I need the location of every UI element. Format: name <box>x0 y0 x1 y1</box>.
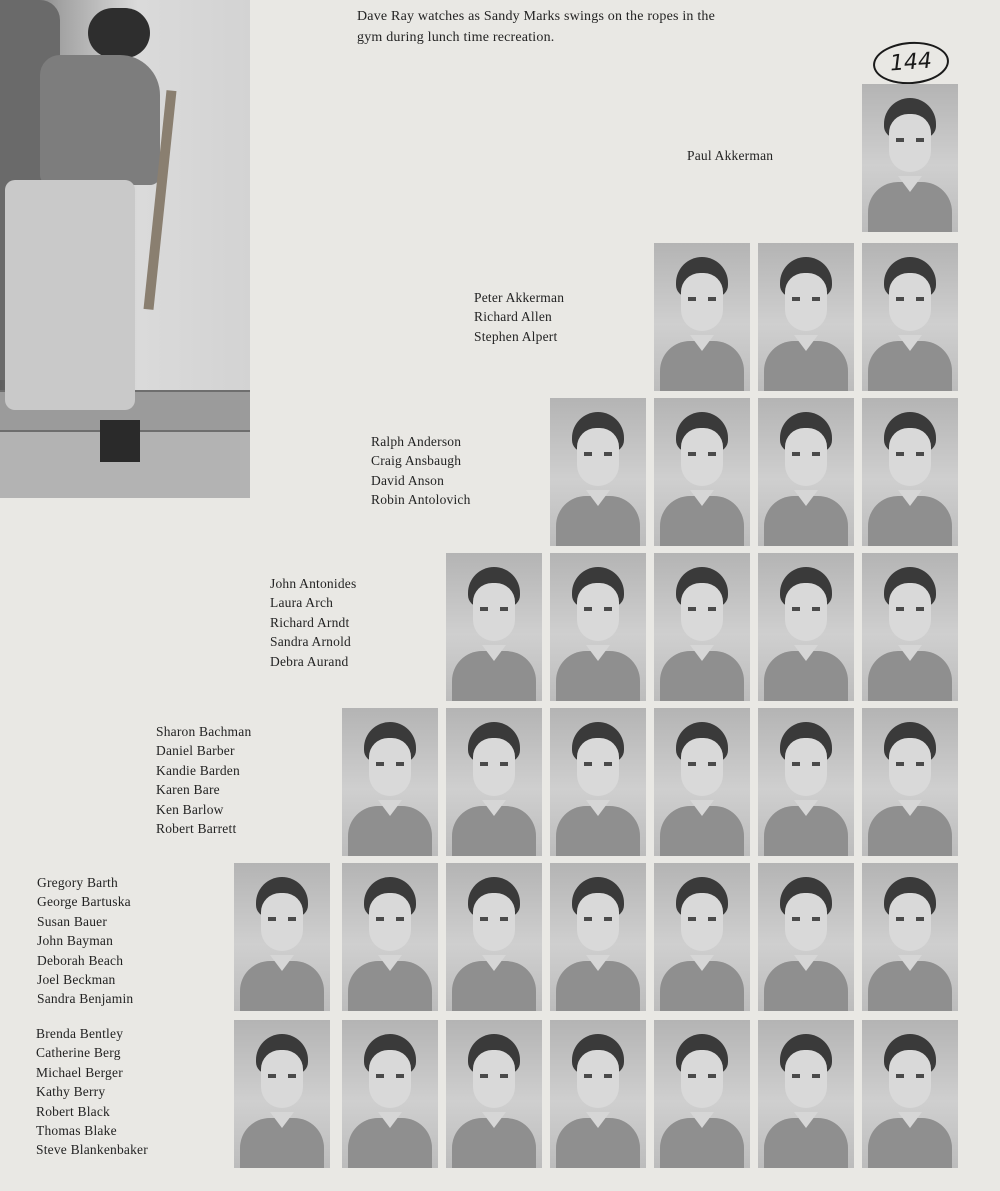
name-list <box>36 1024 148 1160</box>
student-portrait <box>550 863 646 1011</box>
page-number: 144 <box>872 39 951 86</box>
student-name: Robert Black <box>36 1103 111 1119</box>
student-portrait <box>654 398 750 546</box>
candid-photo <box>0 0 250 498</box>
student-name: Robert Barrett <box>156 821 237 837</box>
student-portrait <box>862 398 958 546</box>
student-portrait <box>550 1020 646 1168</box>
student-name: Thomas Blake <box>36 1123 117 1139</box>
student-name: Gregory Barth <box>37 875 118 890</box>
student-name: Steve Blankenbaker <box>36 1142 148 1158</box>
photo-caption: Dave Ray watches as Sandy Marks swings on the ropes in the gym during lunch time recreation. <box>357 9 716 45</box>
student-portrait <box>342 708 438 856</box>
student-portrait <box>234 863 330 1011</box>
name-list <box>687 146 773 165</box>
student-portrait <box>550 708 646 856</box>
student-name: Kandie Barden <box>156 762 240 778</box>
name-list <box>156 722 251 838</box>
student-name: Michael Berger <box>36 1064 123 1080</box>
student-name: Ralph Anderson <box>371 434 462 449</box>
student-portrait <box>758 708 854 856</box>
student-name: Karen Bare <box>156 782 220 798</box>
student-portrait <box>758 398 854 546</box>
student-portrait <box>446 553 542 701</box>
student-portrait <box>654 863 750 1011</box>
student-name: Deborah Beach <box>37 952 124 968</box>
student-name: Sandra Benjamin <box>37 991 134 1007</box>
student-portrait <box>342 1020 438 1168</box>
student-name: Sandra Arnold <box>270 634 351 650</box>
name-list <box>270 574 356 671</box>
student-name: Paul Akkerman <box>687 148 774 163</box>
student-name: Robin Antolovich <box>371 492 471 508</box>
student-portrait <box>550 398 646 546</box>
student-name: Debra Aurand <box>270 653 349 669</box>
student-name: Richard Arndt <box>270 614 350 630</box>
student-portrait <box>862 1020 958 1168</box>
student-portrait <box>758 243 854 391</box>
student-name: Sharon Bachman <box>156 724 252 739</box>
student-portrait <box>758 863 854 1011</box>
student-portrait <box>234 1020 330 1168</box>
student-name: Brenda Bentley <box>36 1026 124 1041</box>
student-name: Susan Bauer <box>37 913 108 929</box>
name-list <box>371 432 471 510</box>
student-portrait <box>862 243 958 391</box>
student-name: John Bayman <box>37 933 114 949</box>
student-portrait <box>862 553 958 701</box>
student-portrait <box>446 1020 542 1168</box>
student-name: David Anson <box>371 472 445 488</box>
student-portrait <box>446 708 542 856</box>
student-name: Catherine Berg <box>36 1045 121 1061</box>
student-portrait <box>550 553 646 701</box>
student-portrait <box>342 863 438 1011</box>
student-portrait <box>862 708 958 856</box>
student-name: John Antonides <box>270 576 357 591</box>
student-name: Joel Beckman <box>37 972 116 988</box>
student-name: Stephen Alpert <box>474 328 558 344</box>
student-name: Craig Ansbaugh <box>371 453 462 469</box>
student-portrait <box>446 863 542 1011</box>
student-portrait <box>758 553 854 701</box>
student-portrait <box>758 1020 854 1168</box>
student-name: Laura Arch <box>270 595 334 611</box>
name-list <box>37 873 133 1009</box>
student-portrait <box>862 84 958 232</box>
student-name: Daniel Barber <box>156 743 235 759</box>
student-portrait <box>654 708 750 856</box>
student-name: Kathy Berry <box>36 1084 106 1100</box>
name-list <box>474 288 564 346</box>
student-portrait <box>654 243 750 391</box>
student-name: Richard Allen <box>474 309 552 325</box>
student-name: Peter Akkerman <box>474 290 565 305</box>
student-portrait <box>654 1020 750 1168</box>
student-name: Ken Barlow <box>156 801 224 817</box>
student-portrait <box>862 863 958 1011</box>
student-name: George Bartuska <box>37 894 131 910</box>
student-portrait <box>654 553 750 701</box>
